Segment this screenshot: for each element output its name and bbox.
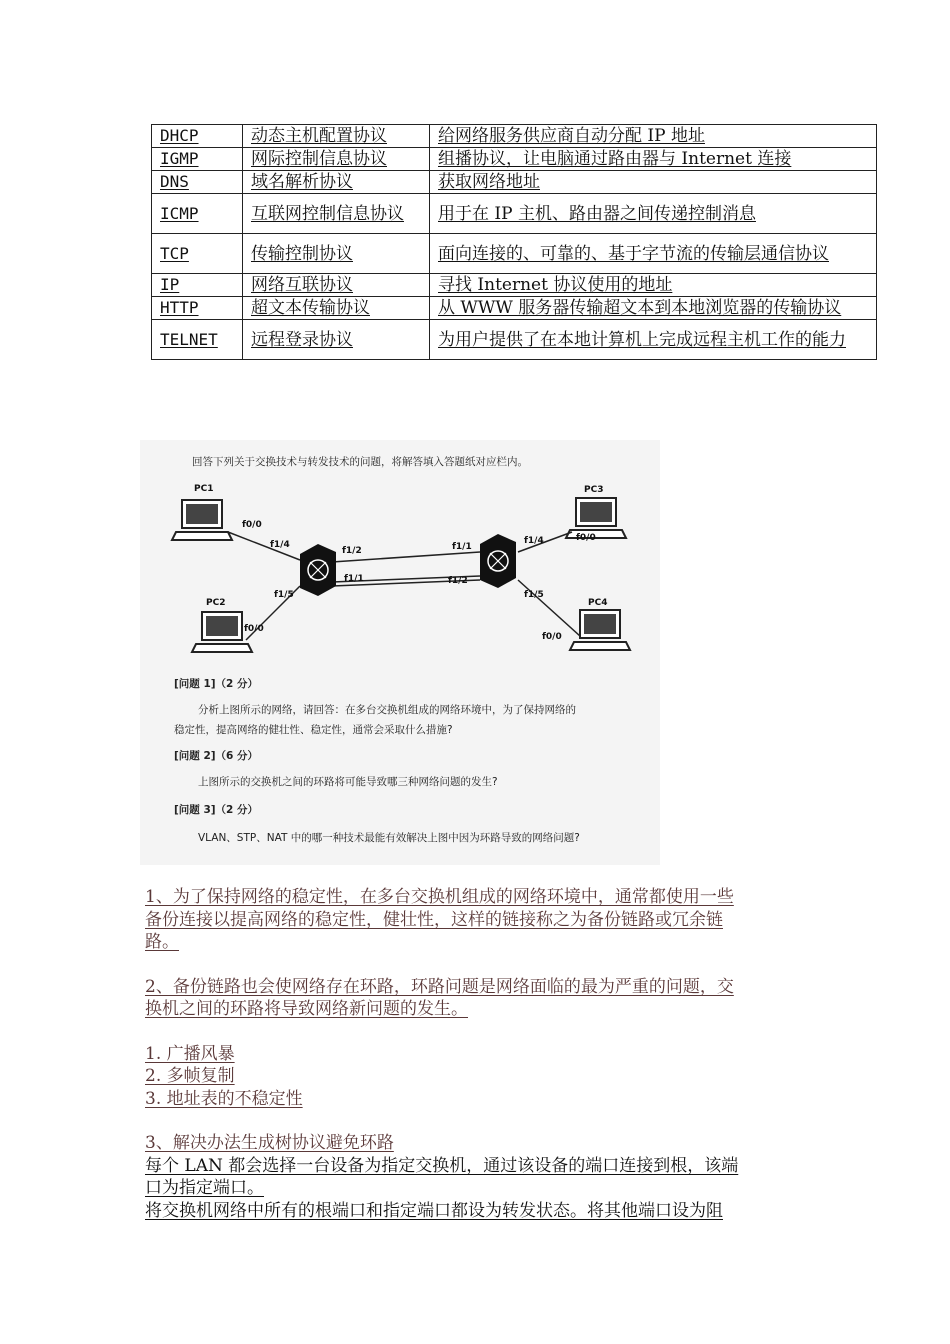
q1-title: [问题 1]（2 分） <box>174 678 259 690</box>
q2-title: [问题 2]（6 分） <box>174 750 259 762</box>
answer1-line1: 1、为了保持网络的稳定性，在多台交换机组成的网络环境中，通常都使用一些 <box>145 887 734 907</box>
q1-text-line2: 稳定性，提高网络的健壮性、稳定性，通常会采取什么措施? <box>174 724 453 736</box>
protocol-abbr-cell: TELNET <box>152 320 243 360</box>
pc2-port-label: f0/0 <box>244 624 264 634</box>
protocol-name-cell: 远程登录协议 <box>243 320 430 360</box>
table-row <box>152 320 877 360</box>
q2-text: 上图所示的交换机之间的环路将可能导致哪三种网络问题的发生? <box>198 776 498 788</box>
answer3-line4: 将交换机网络中所有的根端口和指定端口都设为转发状态。将其他端口设为阻 <box>145 1200 723 1221</box>
protocol-name-cell: 域名解析协议 <box>243 171 430 194</box>
protocol-name-cell: 网络互联协议 <box>243 274 430 297</box>
sw1-f12-label: f1/2 <box>342 546 362 556</box>
sw2-f14-label: f1/4 <box>524 536 544 546</box>
table-row <box>152 125 877 148</box>
switch1-icon <box>300 544 336 596</box>
table-row <box>152 234 877 274</box>
pc2-label: PC2 <box>206 598 226 608</box>
answer3-line1: 3、解决办法生成树协议避免环路 <box>145 1133 394 1153</box>
protocol-desc-cell: 寻找 Internet 协议使用的地址 <box>430 274 877 297</box>
exam-figure <box>140 440 660 865</box>
answer3-line3: 口为指定端口。 <box>145 1178 264 1198</box>
pc4-label: PC4 <box>588 598 608 608</box>
answer-list-item-3: 3. 地址表的不稳定性 <box>145 1088 303 1109</box>
answer1-line3: 路。 <box>145 932 179 952</box>
protocol-name-cell: 超文本传输协议 <box>243 297 430 320</box>
sw1-f15-label: f1/5 <box>274 590 294 600</box>
protocol-abbr-cell: DNS <box>152 171 243 194</box>
protocol-name-cell: 互联网控制信息协议 <box>243 194 430 234</box>
protocol-abbr-cell: TCP <box>152 234 243 274</box>
pc3-icon <box>566 498 626 538</box>
pc4-port-label: f0/0 <box>542 632 562 642</box>
protocol-table-body <box>152 125 877 360</box>
pc3-label: PC3 <box>584 485 604 495</box>
protocol-abbr-cell: DHCP <box>152 125 243 148</box>
pc1-port-label: f0/0 <box>242 520 262 530</box>
protocol-table <box>151 124 877 360</box>
sw2-f11-label: f1/1 <box>452 542 472 552</box>
answer2-line2: 换机之间的环路将导致网络新问题的发生。 <box>145 999 468 1019</box>
table-row <box>152 148 877 171</box>
protocol-abbr-cell: IGMP <box>152 148 243 171</box>
protocol-abbr-cell: ICMP <box>152 194 243 234</box>
protocol-desc-cell: 用于在 IP 主机、路由器之间传递控制消息 <box>430 194 877 234</box>
answer3-line2: 每个 LAN 都会选择一台设备为指定交换机，通过该设备的端口连接到根，该端 <box>145 1155 739 1176</box>
pc4-icon <box>570 610 630 650</box>
protocol-name-cell: 网际控制信息协议 <box>243 148 430 171</box>
protocol-abbr-cell: HTTP <box>152 297 243 320</box>
figure-instruction: 回答下列关于交换技术与转发技术的问题，将解答填入答题纸对应栏内。 <box>192 456 528 468</box>
sw1-f11-label: f1/1 <box>344 574 364 584</box>
answer1-line2: 备份连接以提高网络的稳定性，健壮性，这样的链接称之为备份链路或冗余链 <box>145 909 723 930</box>
q3-title: [问题 3]（2 分） <box>174 804 259 816</box>
answer2-line1: 2、备份链路也会使网络存在环路，环路问题是网络面临的最为严重的问题，交 <box>145 976 734 997</box>
answer-list-item-1: 1. 广播风暴 <box>145 1043 235 1064</box>
protocol-name-cell: 传输控制协议 <box>243 234 430 274</box>
table-row <box>152 194 877 234</box>
pc1-label: PC1 <box>194 484 214 494</box>
protocol-desc-cell: 组播协议，让电脑通过路由器与 Internet 连接 <box>430 148 877 171</box>
protocol-desc-cell: 为用户提供了在本地计算机上完成远程主机工作的能力 <box>430 320 877 360</box>
pc3-port-label: f0/0 <box>576 533 596 543</box>
switch2-icon <box>480 534 516 588</box>
sw2-f12-label: f1/2 <box>448 576 468 586</box>
q1-text-line1: 分析上图所示的网络，请回答：在多台交换机组成的网络环境中，为了保持网络的 <box>198 704 576 716</box>
table-row <box>152 274 877 297</box>
protocol-desc-cell: 获取网络地址 <box>430 171 877 194</box>
pc1-icon <box>172 500 232 540</box>
answers-section <box>145 886 815 1222</box>
table-row <box>152 171 877 194</box>
q3-text: VLAN、STP、NAT 中的哪一种技术最能有效解决上图中因为环路导致的网络问题? <box>198 832 580 844</box>
protocol-desc-cell: 面向连接的、可靠的、基于字节流的传输层通信协议 <box>430 234 877 274</box>
sw1-f14-label: f1/4 <box>270 540 290 550</box>
answer-list-item-2: 2. 多帧复制 <box>145 1066 235 1086</box>
table-row <box>152 297 877 320</box>
protocol-abbr-cell: IP <box>152 274 243 297</box>
sw2-f15-label: f1/5 <box>524 590 544 600</box>
protocol-name-cell: 动态主机配置协议 <box>243 125 430 148</box>
protocol-desc-cell: 给网络服务供应商自动分配 IP 地址 <box>430 125 877 148</box>
link-sw2-pc4 <box>518 580 580 636</box>
pc2-icon <box>192 612 252 652</box>
protocol-desc-cell: 从 WWW 服务器传输超文本到本地浏览器的传输协议 <box>430 297 877 320</box>
